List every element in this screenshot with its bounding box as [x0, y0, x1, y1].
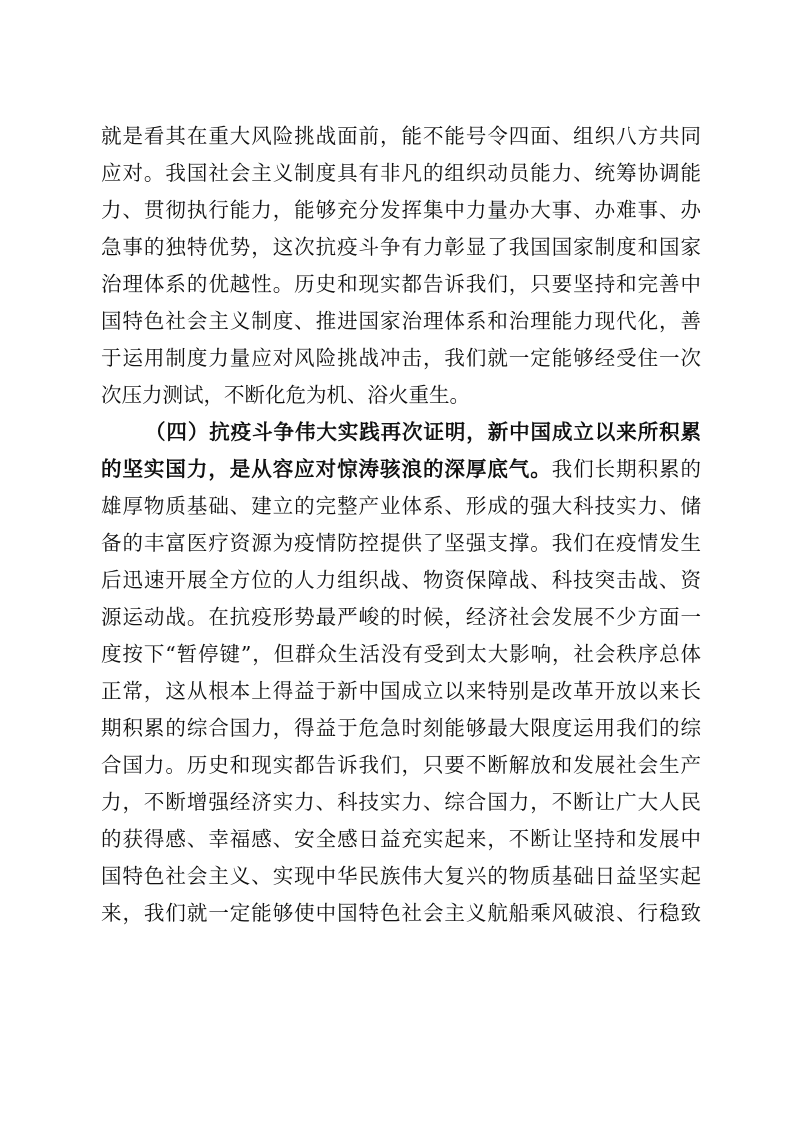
paragraph-line: 急事的独特优势，这次抗疫斗争有力彰显了我国国家制度和国家: [101, 235, 701, 259]
paragraph-line: 度按下“暂停键”，但群众生活没有受到太大影响，社会秩序总体: [101, 642, 701, 666]
paragraph-text: 我们长期积累的: [551, 457, 701, 481]
paragraph-line: 就是看其在重大风险挑战面前，能不能号令四面、组织八方共同: [101, 124, 701, 148]
paragraph-line: 后迅速开展全方位的人力组织战、物资保障战、科技突击战、资: [101, 568, 701, 592]
section-heading-continuation: [101, 451, 701, 488]
paragraph-line: 于运用制度力量应对风险挑战冲击，我们就一定能够经受住一次: [101, 346, 701, 370]
paragraph-line: 备的丰富医疗资源为疫情防控提供了坚强支撑。我们在疫情发生: [101, 531, 701, 555]
paragraph-line: 期积累的综合国力，得益于危急时刻能够最大限度运用我们的综: [101, 716, 701, 740]
paragraph-line: 合国力。历史和现实都告诉我们，只要不断解放和发展社会生产: [101, 753, 701, 777]
paragraph-line: 来，我们就一定能够使中国特色社会主义航船乘风破浪、行稳致: [101, 901, 701, 925]
document-body: [101, 118, 701, 932]
paragraph-line: 雄厚物质基础、建立的完整产业体系、形成的强大科技实力、储: [101, 494, 701, 518]
paragraph-line: 力、贯彻执行能力，能够充分发挥集中力量办大事、办难事、办: [101, 198, 701, 222]
paragraph-line: 力，不断增强经济实力、科技实力、综合国力，不断让广大人民: [101, 790, 701, 814]
paragraph-line: 应对。我国社会主义制度具有非凡的组织动员能力、统筹协调能: [101, 161, 701, 185]
section-heading: （四）抗疫斗争伟大实践再次证明，新中国成立以来所积累: [145, 420, 701, 444]
paragraph-line: 正常，这从根本上得益于新中国成立以来特别是改革开放以来长: [101, 679, 701, 703]
paragraph-line: 次压力测试，不断化危为机、浴火重生。: [101, 383, 470, 407]
paragraph-line: 治理体系的优越性。历史和现实都告诉我们，只要坚持和完善中: [101, 272, 701, 296]
paragraph-line: 国特色社会主义制度、推进国家治理体系和治理能力现代化，善: [101, 309, 701, 333]
section-heading-end: 的坚实国力，是从容应对惊涛骇浪的深厚底气。: [101, 457, 552, 481]
paragraph-line: 的获得感、幸福感、安全感日益充实起来，不断让坚持和发展中: [101, 827, 701, 851]
paragraph-line: 国特色社会主义、实现中华民族伟大复兴的物质基础日益坚实起: [101, 864, 701, 888]
paragraph-line: 源运动战。在抗疫形势最严峻的时候，经济社会发展不少方面一: [101, 605, 701, 629]
